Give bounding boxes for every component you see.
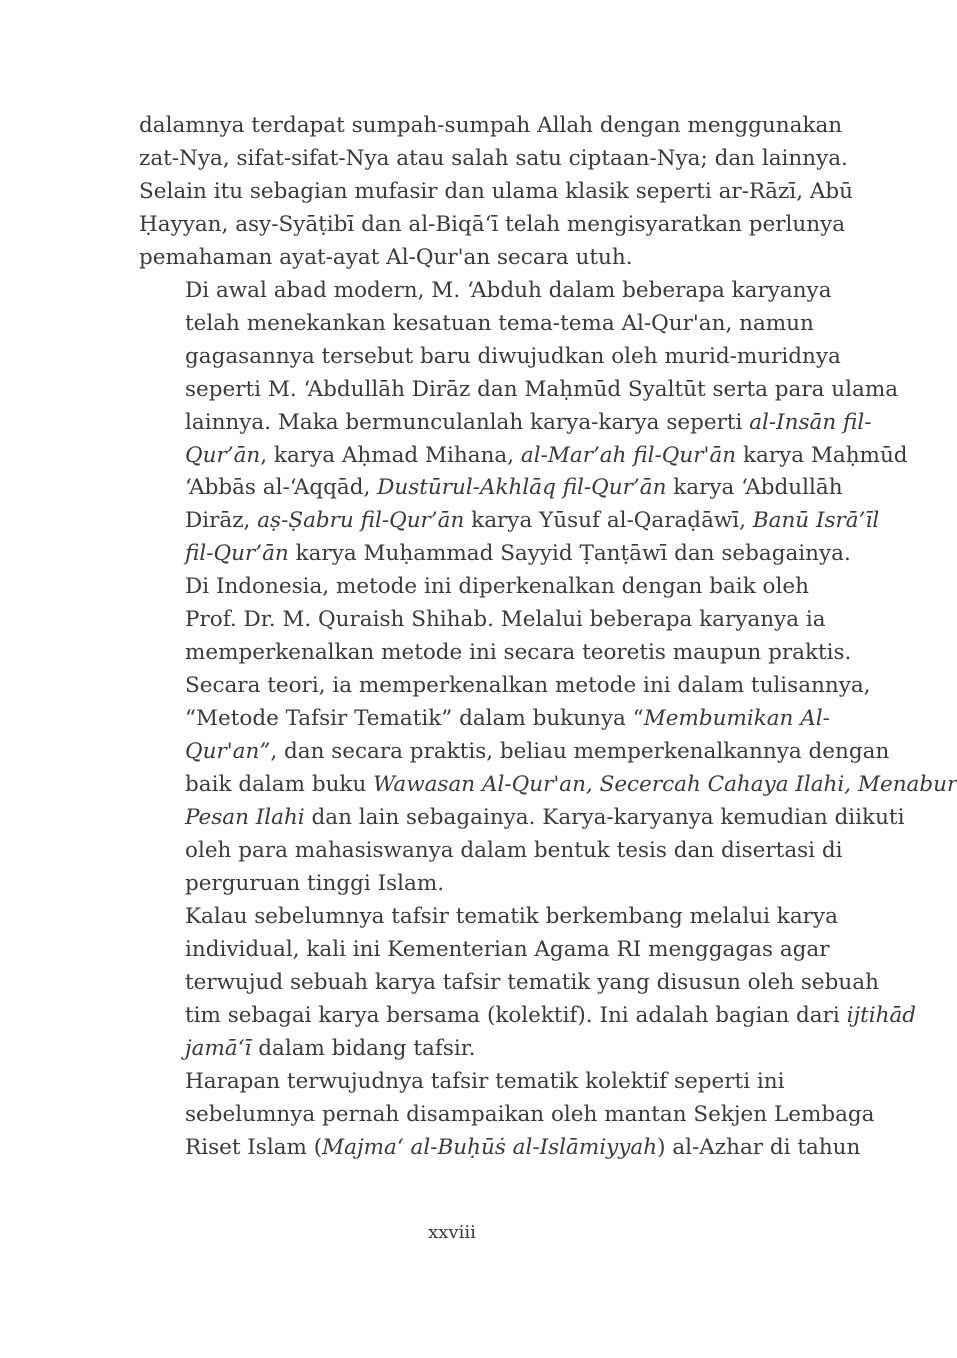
text-run: Selain itu sebagian mufasir dan ulama klasik seperti ar-Rāzī, Abū [139,178,853,204]
text-line [139,670,871,703]
text-run: perguruan tinggi Islam. [185,870,445,896]
text-run: baik dalam buku [185,772,374,798]
text-run: seperti M. ‘Abdullāh Dirāz dan Maḥmūd Syaltūt serta para ulama [185,376,899,402]
text-run: Secara teori, ia memperkenalkan metode ini dalam tulisannya, [185,673,871,699]
italic-text: al-Insān fil- [749,409,872,435]
text-run: karya ‘Abdullāh [666,475,843,501]
text-line [139,440,908,473]
text-line [139,176,853,209]
text-run: memperkenalkan metode ini secara teoretis maupun praktis. [185,640,852,666]
paragraph [139,110,853,275]
text-line [139,868,756,901]
paragraph [139,275,908,572]
text-line [139,472,843,505]
text-run: karya Maḥmūd [736,442,908,468]
text-line [139,242,756,275]
text-run: terwujud sebuah karya tafsir tematik yang disusun oleh sebuah [185,969,879,995]
text-run: tim sebagai karya bersama (kolektif). Ini adalah bagian dari [185,1002,847,1028]
page-number: xxviii [428,1222,476,1243]
text-line [139,538,851,571]
text-run: Prof. Dr. M. Quraish Shihab. Melalui beberapa karyanya ia [185,607,826,633]
text-line [139,1066,785,1099]
italic-text: ijtihād [846,1002,917,1028]
text-line [139,967,879,1000]
text-run: Harapan terwujudnya tafsir tematik kolektif seperti ini [185,1068,785,1094]
text-line [139,1000,917,1033]
text-line [139,209,846,242]
text-run: dalamnya terdapat sumpah-sumpah Allah dengan menggunakan [139,113,843,138]
text-line [139,374,899,407]
text-line [139,1033,756,1066]
text-run: gagasannya tersebut baru diwujudkan oleh murid-muridnya [185,343,841,369]
italic-text: Wawasan Al-Qur'an, Secercah Cahaya Ilahi, Menabur [373,772,957,798]
italic-text: Dustūrul-Akhlāq fil-Qur’ān [377,475,667,501]
paragraph [139,1066,875,1165]
paragraph [139,571,957,901]
italic-text: Pesan Ilahi [185,805,305,831]
text-run: Di Indonesia, metode ini diperkenalkan dengan baik oleh [185,574,809,600]
italic-text: Membumikan Al- [643,706,830,732]
text-line [139,1099,875,1132]
text-line [139,802,905,835]
italic-text: jamā‘ī [185,1035,252,1061]
text-run: dan lain sebagainya. Karya-karyanya kemudian diikuti [304,805,905,831]
italic-text: al-Mar’ah fil-Qur'ān [520,442,737,468]
text-line [139,1132,861,1165]
text-run: lainnya. Maka bermunculanlah karya-karya seperti [185,409,750,435]
text-line [139,505,880,538]
text-line [139,341,841,374]
text-run: , karya Aḥmad Mihana, [260,442,521,468]
text-run: karya Yūsuf al-Qaraḍāwī, [464,508,753,534]
text-line [139,934,830,967]
text-line [139,637,852,670]
text-run: sebelumnya pernah disampaikan oleh mantan Sekjen Lembaga [185,1101,875,1127]
italic-text: fil-Qur’ān [185,541,289,567]
text-run: oleh para mahasiswanya dalam bentuk tesis dan disertasi di [185,837,843,863]
text-line [139,736,890,769]
text-run: “Metode Tafsir Tematik” dalam bukunya “ [185,706,644,732]
text-run: ) al-Azhar di tahun [657,1134,861,1160]
text-run: , dan secara praktis, beliau memperkenalkannya dengan [270,739,890,765]
text-run: Riset Islam ( [185,1134,323,1160]
paragraph [139,901,917,1066]
text-line [139,604,826,637]
text-line [139,901,838,934]
text-run: Di awal abad modern, M. ‘Abduh dalam beberapa karyanya [185,277,832,303]
text-run: Ḥayyan, asy-Syāṭibī dan al-Biqā‘ī telah mengisyaratkan perlunya [139,211,846,237]
text-run: pemahaman ayat-ayat Al-Qur'an secara utuh. [139,244,633,270]
text-line [139,407,872,440]
text-run: Kalau sebelumnya tafsir tematik berkembang melalui karya [185,903,838,929]
text-line [139,143,848,176]
text-line [139,571,809,604]
italic-text: aṣ-Ṣabru fil-Qur’ān [257,508,465,534]
body-text [139,110,957,1165]
text-line [139,703,830,736]
text-run: dalam bidang tafsir. [251,1035,476,1061]
text-run: ‘Abbās al-‘Aqqād, [185,475,378,501]
text-run: individual, kali ini Kementerian Agama RI menggagas agar [185,936,830,962]
italic-text: Majma‘ al-Buḥūṡ al-Islāmiyyah [322,1134,658,1160]
text-run: karya Muḥammad Sayyid Ṭanṭāwī dan sebagainya. [288,541,851,567]
text-run: zat-Nya, sifat-sifat-Nya atau salah satu ciptaan-Nya; dan lainnya. [139,145,848,171]
italic-text: Qur'an” [185,739,271,765]
text-run: telah menekankan kesatuan tema-tema Al-Qur'an, namun [185,310,814,336]
italic-text: Banū Isrā’īl [752,508,880,534]
text-line [139,835,843,868]
text-line [139,769,957,802]
text-run: Dirāz, [185,508,258,534]
text-line [139,275,832,308]
text-line [139,110,843,143]
italic-text: Qur’ān [185,442,261,468]
text-line [139,308,814,341]
